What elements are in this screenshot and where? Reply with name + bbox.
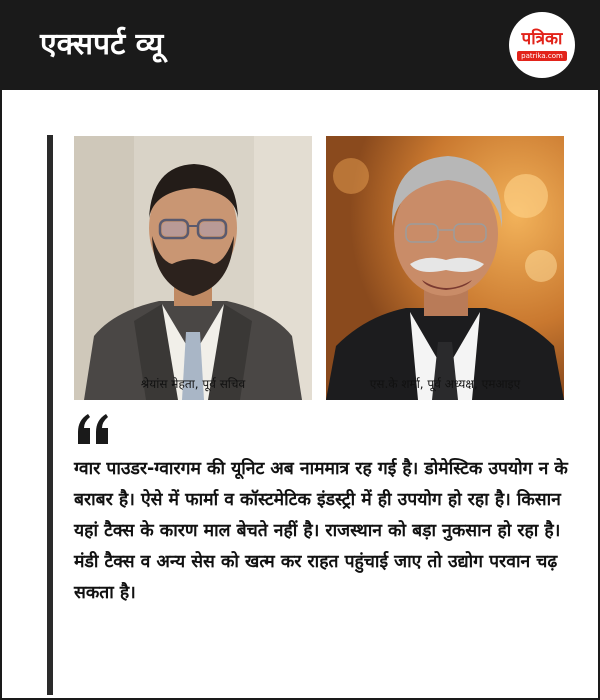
patrika-logo[interactable] — [509, 12, 575, 78]
portrait-young-man — [74, 136, 312, 400]
expert-card — [0, 88, 600, 700]
quote-icon — [74, 408, 114, 448]
logo-text: पत्रिका — [521, 28, 563, 49]
page-title: एक्सपर्ट व्यू — [40, 27, 164, 62]
expert-caption-right: एस.के शर्मा, पूर्व अध्यक्ष, एमआइए — [369, 377, 521, 391]
portrait-older-man — [326, 136, 564, 400]
expert-photo-left — [74, 136, 312, 400]
logo-url: patrika.com — [517, 51, 567, 61]
accent-bar — [47, 135, 53, 695]
expert-photo-right — [326, 136, 564, 400]
expert-caption-left: श्रेयांस मेहता, पूर्व सचिव — [140, 377, 246, 391]
header-bar — [0, 0, 600, 88]
quote-text: ग्वार पाउडर-ग्वारगम की यूनिट अब नाममात्र रह गई है। डोमेस्टिक उपयोग न के बराबर है। ऐसे में फार्मा व कॉस्टमेटिक इंडस्ट्री में ही उपयोग हो रहा है। किसान यहां टैक्स के कारण माल बेचते नहीं है। राजस्थान को बड़ा नुकसान हो रहा है। मंडी टैक्स व अन्य सेस को खत्म कर राहत पहुंचाई जाए तो उद्योग परवान चढ़ सकता है। — [74, 459, 568, 603]
